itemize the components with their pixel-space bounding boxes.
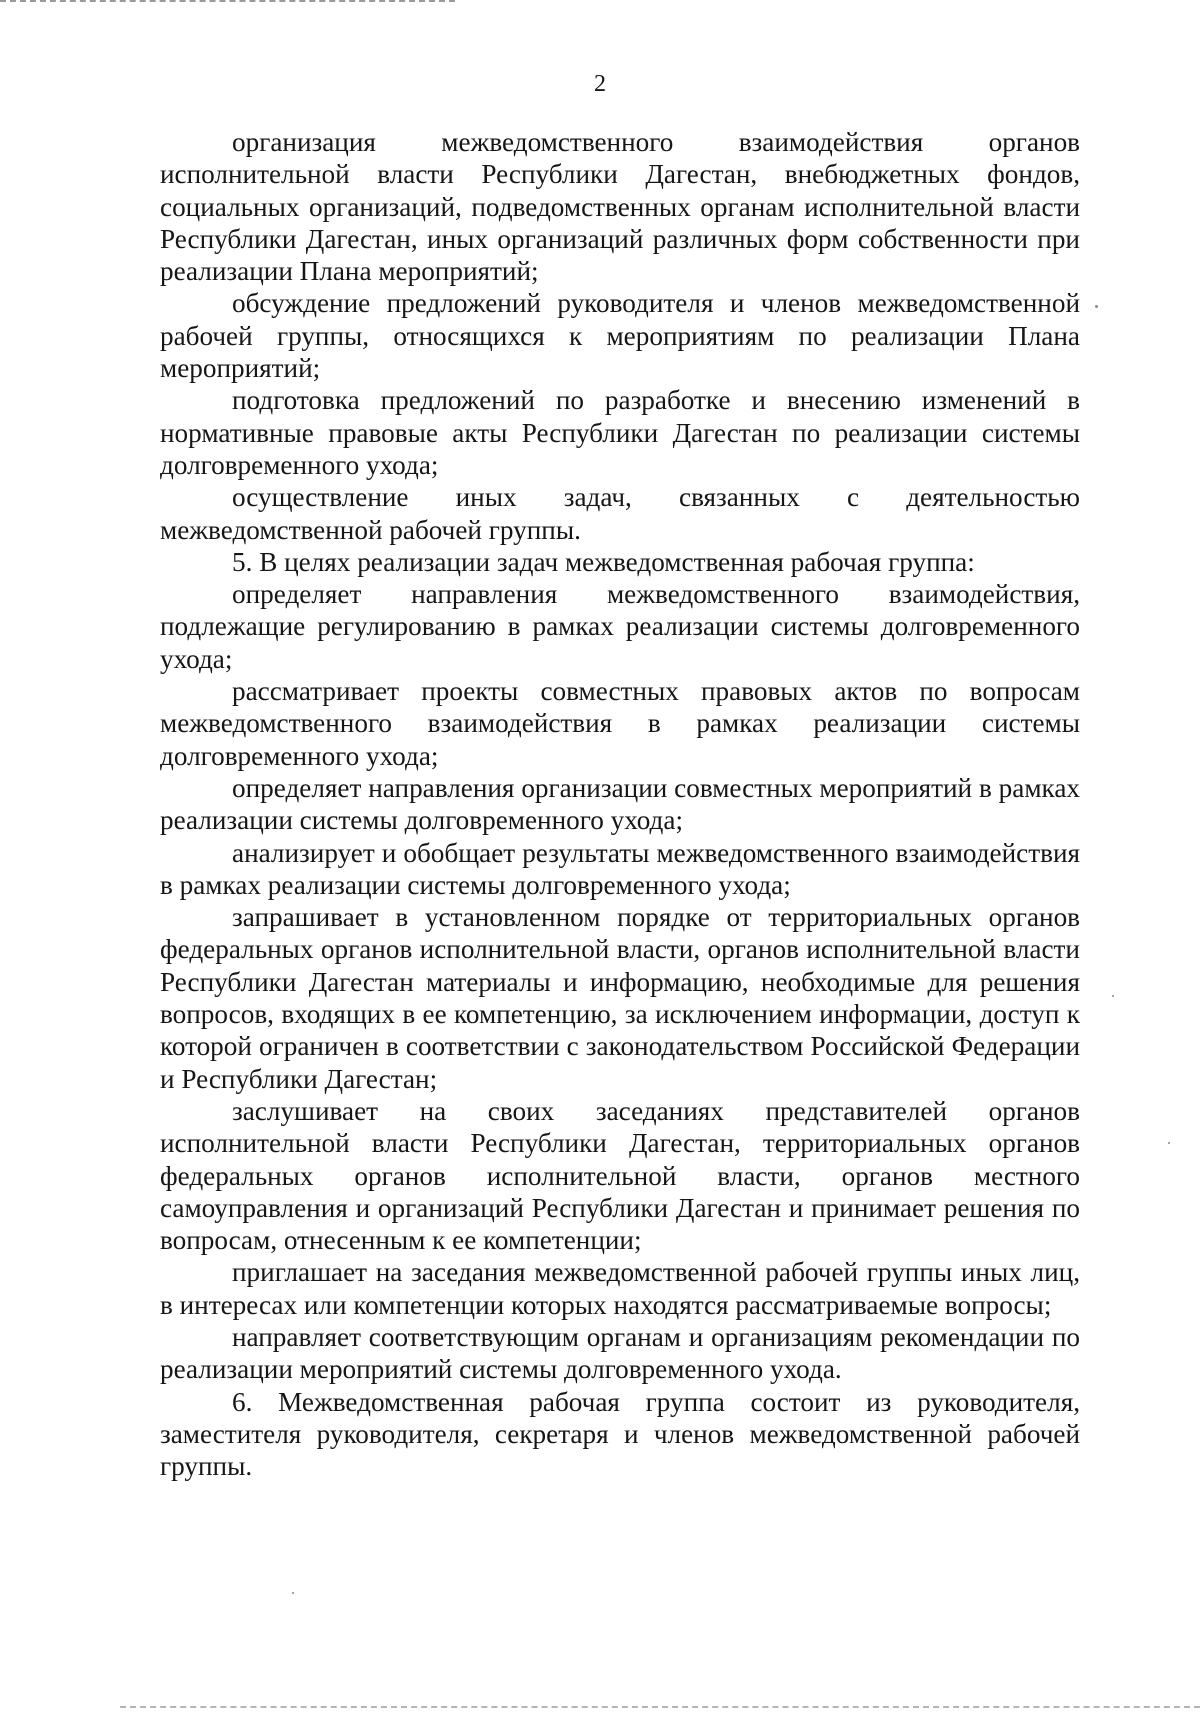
scan-edge-top [0,0,455,2]
paragraph-proposals-discussion: обсуждение предложений руководителя и членов межведомственной рабочей группы, относящихся к мероприятиям по реализации Плана мероприятий; [160,288,1080,384]
paragraph-requests-information: запрашивает в установленном порядке от территориальных органов федеральных органов исполнительной власти, органов исполнительной власти Республики Дагестан материалы и информацию, необходимые для решения вопросов, входящих в ее компетенцию, за исключением информации, доступ к которой ограничен в соответствии с законодательством Российской Федерации и Республики Дагестан; [160,902,1080,1094]
paragraph-joint-events: определяет направления организации совместных мероприятий в рамках реализации системы долговременного ухода; [160,772,1080,836]
paragraph-section-6-composition: 6. Межведомственная рабочая группа состоит из руководителя, заместителя руководителя, секретаря и членов межведомственной рабочей группы. [160,1386,1080,1482]
paragraph-other-tasks: осуществление иных задач, связанных с деятельностью межведомственной рабочей группы. [160,482,1080,545]
paragraph-reviews-drafts: рассматривает проекты совместных правовых актов по вопросам межведомственного взаимодействия в рамках реализации системы долговременного ухода; [160,676,1080,771]
paragraph-sends-recommendations: направляет соответствующим органам и организациям рекомендации по реализации мероприятий системы долговременного ухода. [160,1321,1080,1385]
scan-speck [1168,1142,1170,1144]
scan-speck [1112,995,1114,997]
scan-speck [292,1592,294,1594]
scan-speck [1095,305,1098,308]
page-number: 2 [594,71,606,97]
document-body [160,126,1080,1482]
paragraph-section-5-heading: 5. В целях реализации задач межведомственная рабочая группа: [232,546,975,577]
paragraph-hears-representatives: заслушивает на своих заседаниях представителей органов исполнительной власти Республики Дагестан, территориальных органов федеральных органов исполнительной власти, органов местного самоуправления и организаций Республики Дагестан и принимает решения по вопросам, отнесенным к ее компетенции; [160,1095,1080,1256]
paragraph-legal-amendments: подготовка предложений по разработке и внесению изменений в нормативные правовые акты Республики Дагестан по реализации системы долговременного ухода; [160,385,1080,480]
paragraph-analyzes-results: анализирует и обобщает результаты межведомственного взаимодействия в рамках реализации системы долговременного ухода; [160,837,1080,900]
paragraph-invites-persons: приглашает на заседания межведомственной рабочей группы иных лиц, в интересах или компетенции которых находятся рассматриваемые вопросы; [160,1257,1080,1320]
paragraph-defines-directions: определяет направления межведомственного взаимодействия, подлежащие регулированию в рамках реализации системы долговременного ухода; [160,579,1080,674]
paragraph-interagency-cooperation: организация межведомственного взаимодействия органов исполнительной власти Республики Дагестан, внебюджетных фондов, социальных организаций, подведомственных органам исполнительной власти Республики Дагестан, иных организаций различных форм собственности при реализации Плана мероприятий; [160,127,1080,287]
scan-edge-bottom [120,1706,1200,1708]
